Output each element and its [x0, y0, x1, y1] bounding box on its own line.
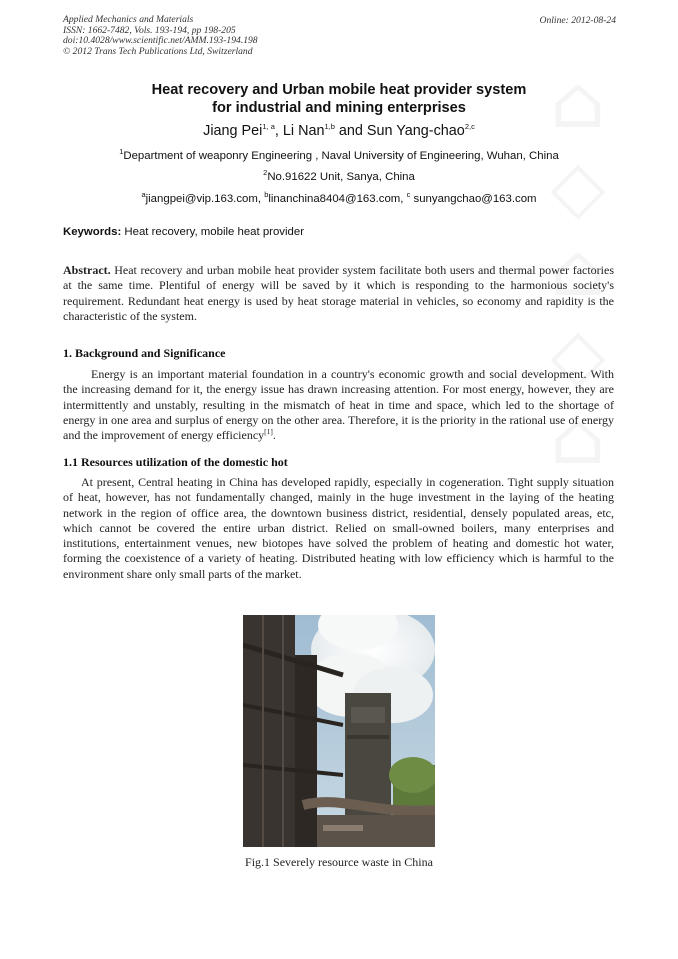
affiliation-text: No.91622 Unit, Sanya, China: [267, 171, 415, 183]
industrial-chimney-photo: [243, 615, 435, 847]
author-name: , Li Nan: [274, 123, 325, 139]
email-marker: b: [264, 190, 269, 200]
paragraph-text: At present, Central heating in China has developed rapidly, especially in cogeneration. Tight supply situation of heat, however, has not fundamentally changed, mainly in the huge investment in the laying of the heating network in the region of office area, the downtown business district, residential, densely populated areas, etc, which cannot be covered the entire urban district. Relied on small-owned boilers, many enterprises and institutions, entertainment venues, new biotopes have solved the problem of heating and domestic hot water, forming the coexistence of a variety of heating. Distributed heating with low efficiency which is harmful to the environment share only small parts of the market.: [63, 475, 614, 581]
email-marker: a: [141, 190, 146, 200]
affiliation-marker: 2: [263, 168, 268, 178]
subsection-heading: 1.1 Resources utilization of the domestic hot: [63, 455, 288, 469]
title-line-1: Heat recovery and Urban mobile heat provider system: [151, 82, 527, 98]
email-list: [0, 190, 678, 205]
author-marker: 2,c: [464, 122, 475, 132]
author-name: Jiang Pei: [203, 123, 263, 139]
figure-caption: Fig.1 Severely resource waste in China: [245, 855, 433, 869]
citation[interactable]: [1]: [264, 427, 273, 437]
abstract-label: Abstract.: [63, 263, 111, 277]
paragraph-text: Energy is an important material foundation in a country's economic growth and social development. With the increasing demand for it, the energy issue has drawn increasing attention. For most energy, however, they are intermittently and unstably, resulting in the mismatch of heat in time and space, which led to the shortage of energy in one area and surplus of energy on the other area. Therefore, it is the priority in the rational use of energy and the improvement of energy efficiency: [63, 367, 614, 443]
abstract: [63, 263, 614, 324]
copyright: © 2012 Trans Tech Publications Ltd, Switzerland: [63, 45, 253, 57]
section-1-1-body: [63, 475, 614, 582]
journal-meta: [63, 15, 258, 57]
affiliation-text: Department of weaponry Engineering , Naval University of Engineering, Wuhan, China: [123, 150, 559, 162]
doi: doi:10.4028/www.scientific.net/AMM.193-194.198: [63, 35, 258, 47]
keywords: [63, 226, 304, 238]
email-link[interactable]: linanchina8404@163.com,: [268, 193, 407, 205]
email-link[interactable]: sunyangchao@163.com: [410, 193, 537, 205]
background-watermark: ⌂ ◇ ⌂ ◇ ⌂: [550, 60, 606, 480]
author-list: [0, 123, 678, 139]
email-link[interactable]: jiangpei@vip.163.com,: [145, 193, 265, 205]
keywords-text: Heat recovery, mobile heat provider: [121, 226, 304, 238]
author-name: and Sun Yang-chao: [334, 123, 465, 139]
figure-photo: [243, 615, 435, 847]
email-marker: c: [406, 190, 411, 200]
section-heading: 1. Background and Significance: [63, 346, 226, 360]
author-marker: 1, a: [262, 122, 275, 132]
paper-title: [0, 81, 678, 117]
keywords-label: Keywords:: [63, 226, 122, 238]
affiliation-marker: 1: [119, 147, 124, 157]
online-date: Online: 2012-08-24: [539, 15, 616, 26]
affiliation-2: [0, 168, 678, 183]
section-1-body: [63, 367, 614, 443]
issn: ISSN: 1662-7482, Vols. 193-194, pp 198-205: [63, 24, 236, 36]
affiliation-1: [0, 147, 678, 162]
author-marker: 1,b: [324, 122, 335, 132]
paragraph-end: .: [272, 428, 276, 443]
journal-name: Applied Mechanics and Materials: [63, 14, 194, 25]
title-line-2: for industrial and mining enterprises: [212, 100, 466, 116]
abstract-text: Heat recovery and urban mobile heat provider system facilitate both users and thermal power factories at the same time. Plentiful of energy will be saved by it which is responding to the harmonious society's requirement. Redundant heat energy is used by heat storage material in vehicles, so economy and rapidity is the characteristic of the system.: [63, 263, 614, 323]
